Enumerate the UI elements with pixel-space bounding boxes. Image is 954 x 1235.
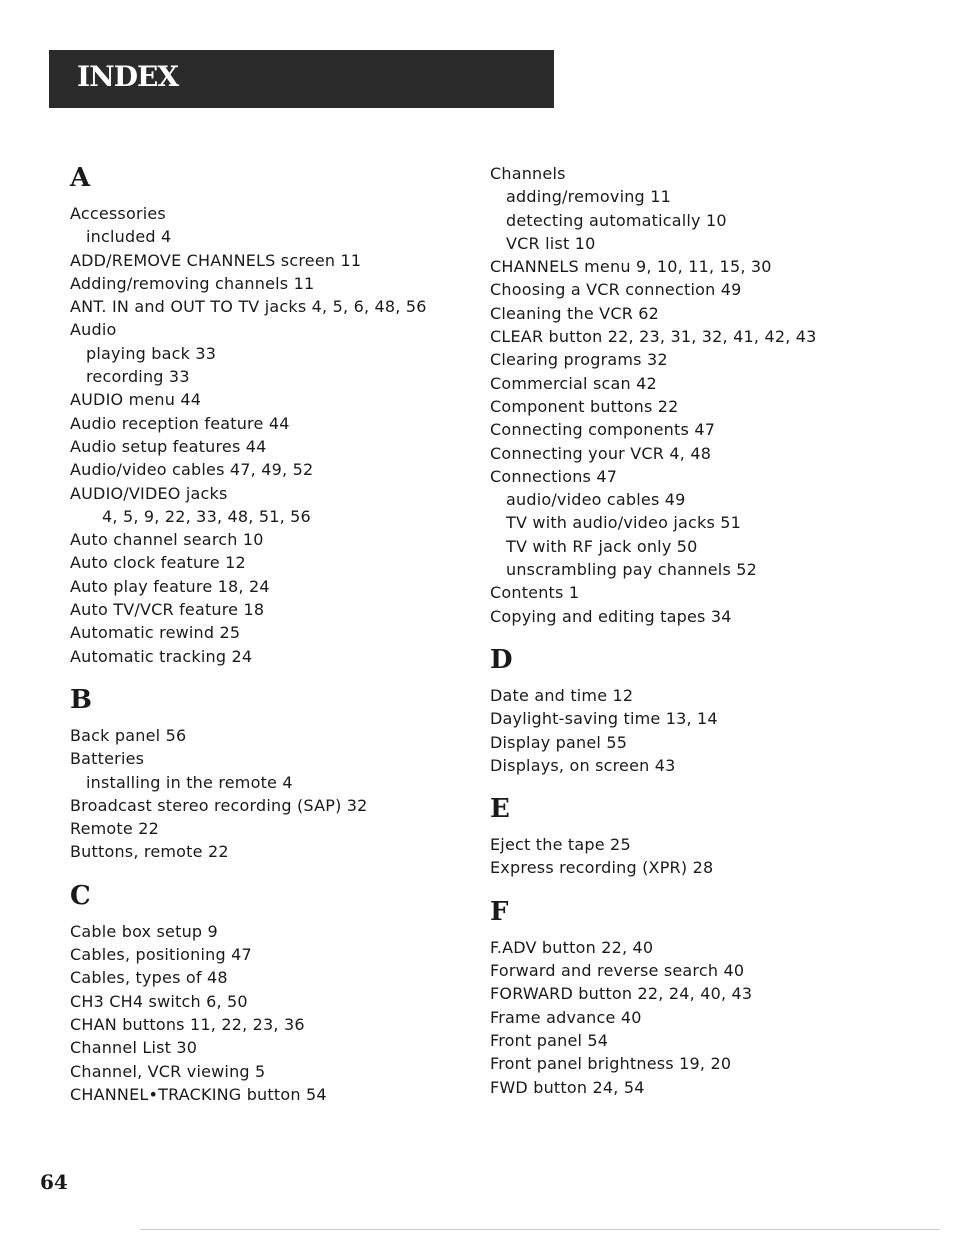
index-entry: CHANNELS menu 9, 10, 11, 15, 30	[490, 257, 772, 277]
index-entry: Contents 1	[490, 583, 580, 603]
index-entry: Automatic tracking 24	[70, 646, 253, 666]
index-entry: Front panel 54	[490, 1030, 609, 1050]
index-section	[70, 682, 470, 864]
index-entry: Cleaning the VCR 62	[490, 303, 660, 323]
index-subentry: TV with audio/video jacks 51	[506, 513, 742, 533]
index-entry: Forward and reverse search 40	[490, 961, 745, 981]
index-entry: ADD/REMOVE CHANNELS screen 11	[70, 250, 362, 270]
index-entry: Audio setup features 44	[70, 436, 267, 456]
index-subentry: installing in the remote 4	[86, 772, 293, 792]
footer-rule	[140, 1229, 940, 1230]
index-entry: Daylight-saving time 13, 14	[490, 709, 718, 729]
section-letter: E	[490, 794, 510, 825]
index-entry: Automatic rewind 25	[70, 623, 241, 643]
index-entry: ANT. IN and OUT TO TV jacks 4, 5, 6, 48, 56	[70, 297, 427, 317]
index-entry: Frame advance 40	[490, 1007, 642, 1027]
index-section	[490, 162, 930, 628]
index-entry: Cables, positioning 47	[70, 945, 252, 965]
index-entry: Batteries	[70, 749, 145, 769]
index-entry: CHANNEL•TRACKING button 54	[70, 1084, 327, 1104]
index-entry: Connecting components 47	[490, 420, 716, 440]
index-entry: Auto channel search 10	[70, 530, 264, 550]
index-entry: FORWARD button 22, 24, 40, 43	[490, 984, 753, 1004]
index-entry: Broadcast stereo recording (SAP) 32	[70, 795, 368, 815]
page-title: INDEX	[77, 60, 179, 93]
index-entry: CLEAR button 22, 23, 31, 32, 41, 42, 43	[490, 327, 817, 347]
index-entry: Eject the tape 25	[490, 835, 631, 855]
index-subentry: VCR list 10	[506, 233, 596, 253]
section-letter: B	[70, 684, 92, 715]
index-entry: Auto play feature 18, 24	[70, 576, 270, 596]
index-subentry: unscrambling pay channels 52	[506, 560, 758, 580]
index-subentry: TV with RF jack only 50	[506, 536, 698, 556]
index-entry: Choosing a VCR connection 49	[490, 280, 742, 300]
index-section	[490, 791, 930, 880]
index-entry: Audio reception feature 44	[70, 413, 290, 433]
index-subentry: playing back 33	[86, 343, 217, 363]
index-entry: Express recording (XPR) 28	[490, 858, 714, 878]
index-entry: Clearing programs 32	[490, 350, 668, 370]
index-section	[490, 642, 930, 777]
index-entry: Adding/removing channels 11	[70, 273, 315, 293]
index-column-left	[70, 160, 470, 1120]
index-entry: Auto TV/VCR feature 18	[70, 600, 265, 620]
section-letter: C	[70, 880, 91, 911]
index-column-right	[490, 162, 930, 1113]
index-entry: Audio/video cables 47, 49, 52	[70, 460, 314, 480]
index-entry: Connections 47	[490, 466, 618, 486]
index-entry: AUDIO/VIDEO jacks	[70, 483, 228, 503]
index-entry: CHAN buttons 11, 22, 23, 36	[70, 1014, 305, 1034]
index-subentry: 4, 5, 9, 22, 33, 48, 51, 56	[102, 506, 311, 526]
index-section	[490, 894, 930, 1099]
index-entry: Accessories	[70, 204, 166, 223]
index-entry: Buttons, remote 22	[70, 842, 229, 862]
index-entry: Cable box setup 9	[70, 921, 218, 941]
index-entry: Component buttons 22	[490, 396, 679, 416]
section-letter: D	[490, 644, 513, 675]
index-entry: Displays, on screen 43	[490, 755, 676, 775]
page-number: 64	[40, 1170, 68, 1194]
section-letter: F	[490, 896, 509, 927]
index-section	[70, 160, 470, 668]
index-entry: Commercial scan 42	[490, 373, 657, 393]
section-letter: A	[70, 163, 91, 193]
index-entry: Connecting your VCR 4, 48	[490, 443, 712, 463]
index-subentry: included 4	[86, 227, 172, 247]
index-entry: Remote 22	[70, 819, 159, 839]
index-entry: Audio	[70, 320, 117, 340]
index-entry: FWD button 24, 54	[490, 1077, 645, 1097]
index-entry: Back panel 56	[70, 725, 187, 745]
index-entry: Cables, types of 48	[70, 968, 228, 988]
index-subentry: detecting automatically 10	[506, 210, 727, 230]
index-entry: Date and time 12	[490, 685, 634, 705]
index-banner	[49, 50, 554, 108]
index-entry: Auto clock feature 12	[70, 553, 246, 573]
index-entry: AUDIO menu 44	[70, 390, 202, 410]
index-entry: CH3 CH4 switch 6, 50	[70, 991, 248, 1011]
index-subentry: recording 33	[86, 367, 190, 387]
index-entry: Copying and editing tapes 34	[490, 606, 732, 626]
index-entry: Display panel 55	[490, 732, 628, 752]
index-subentry: audio/video cables 49	[506, 490, 686, 510]
index-section	[70, 878, 470, 1106]
index-entry: F.ADV button 22, 40	[490, 937, 654, 957]
index-entry: Channel, VCR viewing 5	[70, 1061, 266, 1081]
index-subentry: adding/removing 11	[506, 187, 671, 207]
index-entry: Channels	[490, 164, 566, 183]
index-entry: Channel List 30	[70, 1038, 198, 1058]
index-entry: Front panel brightness 19, 20	[490, 1054, 732, 1074]
